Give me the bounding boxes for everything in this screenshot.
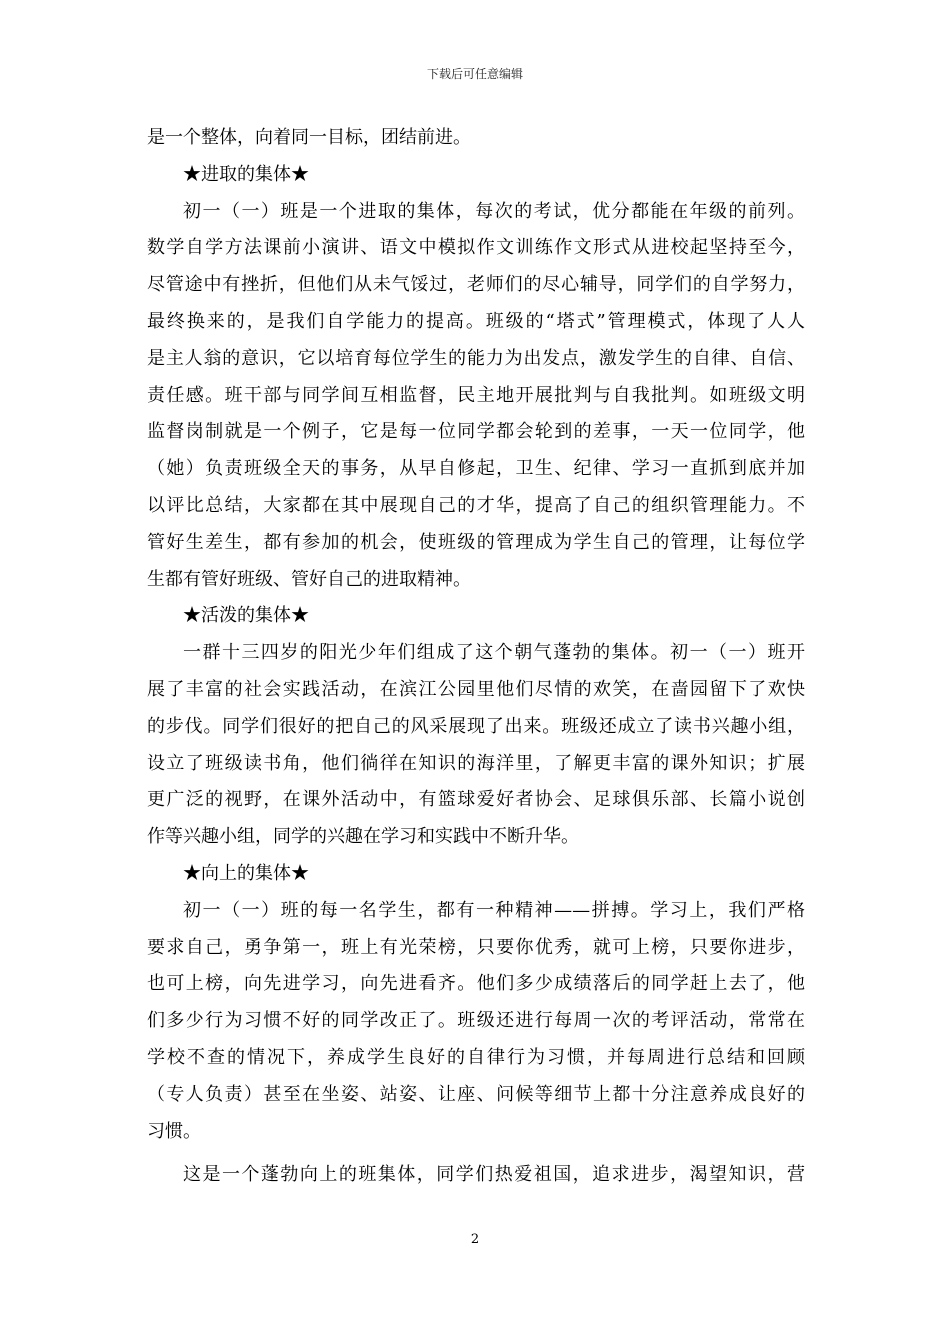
paragraph-line: （专人负责）甚至在坐姿、站姿、让座、问候等细节上都十分注意养成良好的	[147, 1083, 805, 1105]
paragraph-line: 更广泛的视野，在课外活动中，有篮球爱好者协会、足球俱乐部、长篇小说创	[147, 789, 805, 811]
paragraph-line: 要求自己，勇争第一，班上有光荣榜，只要你优秀，就可上榜，只要你进步，	[147, 936, 805, 958]
paragraph-line: 尽管途中有挫折，但他们从未气馁过，老师们的尽心辅导，同学们的自学努力，	[147, 274, 805, 296]
paragraph-spacer	[147, 1150, 805, 1157]
paragraph-line: 是主人翁的意识，它以培育每位学生的能力为出发点，激发学生的自律、自信、	[147, 347, 805, 369]
paragraph-line: 一群十三四岁的阳光少年们组成了这个朝气蓬勃的集体。初一（一）班开	[183, 642, 805, 664]
paragraph-line: 责任感。班干部与同学间互相监督，民主地开展批判与自我批判。如班级文明	[147, 384, 805, 406]
paragraph-line: 的步伐。同学们很好的把自己的风采展现了出来。班级还成立了读书兴趣小组，	[147, 715, 805, 737]
section-heading-progressive: ★进取的集体★	[183, 163, 309, 185]
section-heading-upward: ★向上的集体★	[183, 862, 309, 884]
paragraph-line: 展了丰富的社会实践活动，在滨江公园里他们尽情的欢笑，在啬园留下了欢快	[147, 678, 805, 700]
paragraph-line: 以评比总结，大家都在其中展现自己的才华，提高了自己的组织管理能力。不	[147, 494, 805, 516]
paragraph-line: 也可上榜，向先进学习，向先进看齐。他们多少成绩落后的同学赶上去了，他	[147, 973, 805, 995]
paragraph-line: 这是一个蓬勃向上的班集体，同学们热爱祖国，追求进步，渴望知识，营	[183, 1164, 805, 1186]
paragraph-line: 初一（一）班是一个进取的集体，每次的考试，优分都能在年级的前列。	[183, 200, 805, 222]
paragraph-line: 初一（一）班的每一名学生，都有一种精神——拼搏。学习上，我们严格	[183, 899, 805, 921]
paragraph-line: 学校不查的情况下，养成学生良好的自律行为习惯，并每周进行总结和回顾	[147, 1046, 805, 1068]
paragraph-line: 设立了班级读书角，他们徜徉在知识的海洋里，了解更丰富的课外知识；扩展	[147, 752, 805, 774]
paragraph-line: 作等兴趣小组，同学的兴趣在学习和实践中不断升华。	[147, 826, 579, 848]
page-header-note: 下载后可任意编辑	[426, 67, 523, 81]
paragraph-line: （她）负责班级全天的事务，从早自修起，卫生、纪律、学习一直抓到底并加	[147, 458, 805, 480]
paragraph-line: 管好生差生，都有参加的机会，使班级的管理成为学生自己的管理，让每位学	[147, 531, 805, 553]
document-body	[147, 120, 805, 1194]
paragraph-line: 数学自学方法课前小演讲、语文中模拟作文训练作文形式从进校起坚持至今，	[147, 237, 805, 259]
paragraph-line: 是一个整体，向着同一目标，团结前进。	[147, 127, 471, 148]
paragraph-line: 们多少行为习惯不好的同学改正了。班级还进行每周一次的考评活动，常常在	[147, 1010, 805, 1032]
page-number: 2	[470, 1232, 480, 1247]
paragraph-line: 习惯。	[147, 1120, 201, 1142]
paragraph-line: 监督岗制就是一个例子，它是每一位同学都会轮到的差事，一天一位同学，他	[147, 421, 805, 443]
paragraph-line: 生都有管好班级、管好自己的进取精神。	[147, 568, 471, 590]
paragraph-line: 最终换来的，是我们自学能力的提高。班级的“塔式”管理模式，体现了人人	[147, 310, 805, 332]
section-heading-lively: ★活泼的集体★	[183, 605, 309, 627]
